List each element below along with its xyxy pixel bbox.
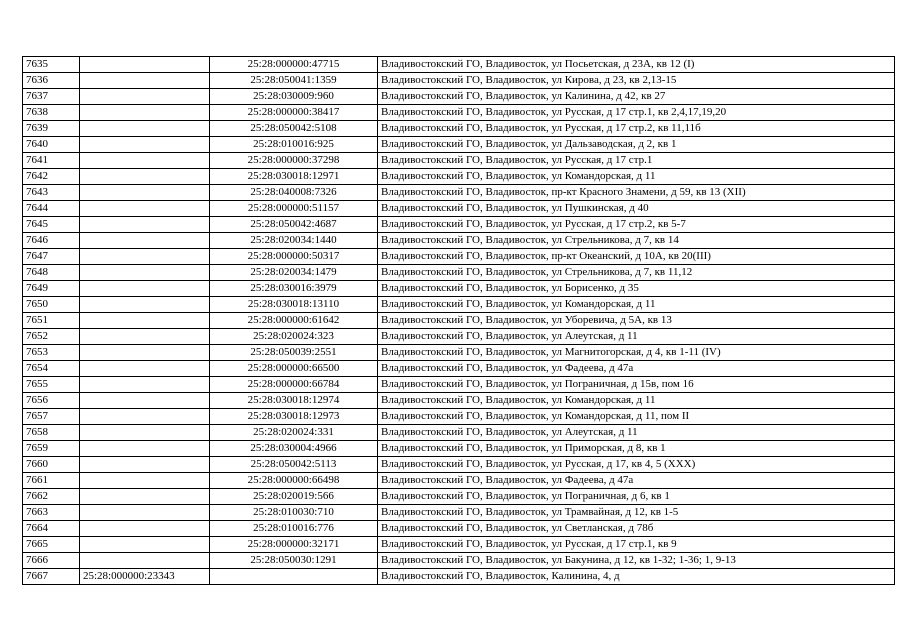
cadastral-number-cell: 25:28:000000:66784: [210, 377, 378, 393]
row-number-cell: 7665: [23, 537, 80, 553]
row-number-cell: 7635: [23, 57, 80, 73]
row-number-cell: 7638: [23, 105, 80, 121]
cadastral-number-left-cell: [80, 361, 210, 377]
cadastral-number-cell: 25:28:020024:331: [210, 425, 378, 441]
row-number-cell: 7647: [23, 249, 80, 265]
address-cell: Владивостокский ГО, Владивосток, ул Пушкинская, д 40: [378, 201, 895, 217]
cadastral-number-left-cell: [80, 57, 210, 73]
table-row: [23, 57, 895, 73]
cadastral-number-left-cell: [80, 377, 210, 393]
address-cell: Владивостокский ГО, Владивосток, ул Трамвайная, д 12, кв 1-5: [378, 505, 895, 521]
cadastral-number-left-cell: [80, 345, 210, 361]
address-cell: Владивостокский ГО, Владивосток, ул Уборевича, д 5А, кв 13: [378, 313, 895, 329]
address-cell: Владивостокский ГО, Владивосток, Калинина, 4, д: [378, 569, 895, 585]
cadastral-number-cell: 25:28:040008:7326: [210, 185, 378, 201]
row-number-cell: 7661: [23, 473, 80, 489]
cadastral-number-cell: 25:28:030018:12971: [210, 169, 378, 185]
cadastral-number-cell: 25:28:010016:776: [210, 521, 378, 537]
cadastral-number-left-cell: [80, 553, 210, 569]
cadastral-number-cell: 25:28:050030:1291: [210, 553, 378, 569]
table-row: [23, 313, 895, 329]
row-number-cell: 7643: [23, 185, 80, 201]
cadastral-number-cell: 25:28:000000:38417: [210, 105, 378, 121]
table-row: [23, 73, 895, 89]
cadastral-number-left-cell: [80, 89, 210, 105]
cadastral-number-cell: 25:28:030018:12974: [210, 393, 378, 409]
table-row: [23, 409, 895, 425]
row-number-cell: 7663: [23, 505, 80, 521]
cadastral-number-cell: 25:28:050042:5108: [210, 121, 378, 137]
address-cell: Владивостокский ГО, Владивосток, ул Борисенко, д 35: [378, 281, 895, 297]
cadastral-number-cell: 25:28:030004:4966: [210, 441, 378, 457]
table-row: [23, 505, 895, 521]
cadastral-number-left-cell: [80, 201, 210, 217]
cadastral-number-cell: 25:28:010016:925: [210, 137, 378, 153]
table-row: [23, 121, 895, 137]
cadastral-number-left-cell: [80, 153, 210, 169]
cadastral-number-cell: 25:28:050042:4687: [210, 217, 378, 233]
cadastral-number-left-cell: [80, 185, 210, 201]
cadastral-number-cell: 25:28:000000:66498: [210, 473, 378, 489]
register-table: [22, 56, 895, 585]
address-cell: Владивостокский ГО, Владивосток, ул Русская, д 17 стр.1, кв 9: [378, 537, 895, 553]
table-row: [23, 361, 895, 377]
address-cell: Владивостокский ГО, Владивосток, ул Русская, д 17 стр.1, кв 2,4,17,19,20: [378, 105, 895, 121]
cadastral-number-cell: 25:28:030018:13110: [210, 297, 378, 313]
row-number-cell: 7656: [23, 393, 80, 409]
table-row: [23, 201, 895, 217]
row-number-cell: 7637: [23, 89, 80, 105]
address-cell: Владивостокский ГО, Владивосток, ул Фадеева, д 47а: [378, 473, 895, 489]
table-row: [23, 153, 895, 169]
row-number-cell: 7660: [23, 457, 80, 473]
table-row: [23, 393, 895, 409]
cadastral-number-left-cell: [80, 137, 210, 153]
cadastral-number-left-cell: [80, 457, 210, 473]
cadastral-number-left-cell: 25:28:000000:23343: [80, 569, 210, 585]
cadastral-number-left-cell: [80, 313, 210, 329]
cadastral-number-cell: 25:28:000000:50317: [210, 249, 378, 265]
table-row: [23, 553, 895, 569]
address-cell: Владивостокский ГО, Владивосток, ул Светланская, д 78б: [378, 521, 895, 537]
cadastral-number-left-cell: [80, 521, 210, 537]
cadastral-number-left-cell: [80, 505, 210, 521]
cadastral-number-cell: 25:28:030018:12973: [210, 409, 378, 425]
address-cell: Владивостокский ГО, Владивосток, ул Русская, д 17, кв 4, 5 (XXX): [378, 457, 895, 473]
row-number-cell: 7645: [23, 217, 80, 233]
address-cell: Владивостокский ГО, Владивосток, ул Бакунина, д 12, кв 1-32; 1-36; 1, 9-13: [378, 553, 895, 569]
address-cell: Владивостокский ГО, Владивосток, ул Дальзаводская, д 2, кв 1: [378, 137, 895, 153]
cadastral-number-left-cell: [80, 297, 210, 313]
cadastral-number-left-cell: [80, 489, 210, 505]
address-cell: Владивостокский ГО, Владивосток, ул Стрельникова, д 7, кв 14: [378, 233, 895, 249]
cadastral-number-cell: 25:28:050039:2551: [210, 345, 378, 361]
address-cell: Владивостокский ГО, Владивосток, ул Русская, д 17 стр.1: [378, 153, 895, 169]
cadastral-number-cell: 25:28:030016:3979: [210, 281, 378, 297]
address-cell: Владивостокский ГО, Владивосток, ул Алеутская, д 11: [378, 425, 895, 441]
address-cell: Владивостокский ГО, Владивосток, ул Алеутская, д 11: [378, 329, 895, 345]
row-number-cell: 7636: [23, 73, 80, 89]
cadastral-number-cell: 25:28:000000:66500: [210, 361, 378, 377]
table-row: [23, 297, 895, 313]
cadastral-number-cell: 25:28:010030:710: [210, 505, 378, 521]
cadastral-number-left-cell: [80, 73, 210, 89]
cadastral-number-left-cell: [80, 393, 210, 409]
cadastral-number-left-cell: [80, 329, 210, 345]
cadastral-number-left-cell: [80, 265, 210, 281]
cadastral-number-cell: 25:28:020034:1479: [210, 265, 378, 281]
cadastral-number-left-cell: [80, 249, 210, 265]
row-number-cell: 7648: [23, 265, 80, 281]
row-number-cell: 7658: [23, 425, 80, 441]
cadastral-number-cell: 25:28:050041:1359: [210, 73, 378, 89]
table-row: [23, 105, 895, 121]
cadastral-number-left-cell: [80, 233, 210, 249]
row-number-cell: 7639: [23, 121, 80, 137]
table-row: [23, 329, 895, 345]
row-number-cell: 7667: [23, 569, 80, 585]
cadastral-number-left-cell: [80, 121, 210, 137]
row-number-cell: 7662: [23, 489, 80, 505]
row-number-cell: 7655: [23, 377, 80, 393]
cadastral-number-left-cell: [80, 281, 210, 297]
row-number-cell: 7654: [23, 361, 80, 377]
cadastral-number-cell: 25:28:030009:960: [210, 89, 378, 105]
cadastral-number-cell: 25:28:020019:566: [210, 489, 378, 505]
address-cell: Владивостокский ГО, Владивосток, ул Фадеева, д 47а: [378, 361, 895, 377]
row-number-cell: 7641: [23, 153, 80, 169]
table-row: [23, 537, 895, 553]
table-row: [23, 265, 895, 281]
address-cell: Владивостокский ГО, Владивосток, ул Приморская, д 8, кв 1: [378, 441, 895, 457]
table-row: [23, 473, 895, 489]
table-row: [23, 185, 895, 201]
table-row: [23, 425, 895, 441]
cadastral-number-left-cell: [80, 441, 210, 457]
cadastral-number-cell: 25:28:000000:32171: [210, 537, 378, 553]
cadastral-number-cell: 25:28:020024:323: [210, 329, 378, 345]
cadastral-number-cell: 25:28:020034:1440: [210, 233, 378, 249]
cadastral-number-left-cell: [80, 217, 210, 233]
table-row: [23, 281, 895, 297]
table-row: [23, 377, 895, 393]
table-row: [23, 521, 895, 537]
row-number-cell: 7664: [23, 521, 80, 537]
cadastral-number-left-cell: [80, 537, 210, 553]
row-number-cell: 7644: [23, 201, 80, 217]
address-cell: Владивостокский ГО, Владивосток, ул Командорская, д 11, пом II: [378, 409, 895, 425]
cadastral-number-cell: 25:28:000000:47715: [210, 57, 378, 73]
table-row: [23, 89, 895, 105]
address-cell: Владивостокский ГО, Владивосток, ул Русская, д 17 стр.2, кв 5-7: [378, 217, 895, 233]
row-number-cell: 7653: [23, 345, 80, 361]
row-number-cell: 7659: [23, 441, 80, 457]
address-cell: Владивостокский ГО, Владивосток, ул Русская, д 17 стр.2, кв 11,11б: [378, 121, 895, 137]
address-cell: Владивостокский ГО, Владивосток, ул Магнитогорская, д 4, кв 1-11 (IV): [378, 345, 895, 361]
cadastral-number-cell: 25:28:000000:37298: [210, 153, 378, 169]
table-row: [23, 233, 895, 249]
table-row: [23, 345, 895, 361]
table-row: [23, 441, 895, 457]
row-number-cell: 7657: [23, 409, 80, 425]
address-cell: Владивостокский ГО, Владивосток, пр-кт Океанский, д 10А, кв 20(III): [378, 249, 895, 265]
address-cell: Владивостокский ГО, Владивосток, ул Кирова, д 23, кв 2,13-15: [378, 73, 895, 89]
table-row: [23, 217, 895, 233]
address-cell: Владивостокский ГО, Владивосток, ул Командорская, д 11: [378, 393, 895, 409]
address-cell: Владивостокский ГО, Владивосток, ул Командорская, д 11: [378, 169, 895, 185]
cadastral-number-cell: 25:28:000000:61642: [210, 313, 378, 329]
row-number-cell: 7666: [23, 553, 80, 569]
address-cell: Владивостокский ГО, Владивосток, ул Посьетская, д 23А, кв 12 (I): [378, 57, 895, 73]
address-cell: Владивостокский ГО, Владивосток, ул Пограничная, д 15в, пом 16: [378, 377, 895, 393]
row-number-cell: 7649: [23, 281, 80, 297]
row-number-cell: 7640: [23, 137, 80, 153]
cadastral-number-left-cell: [80, 425, 210, 441]
cadastral-number-cell: 25:28:000000:51157: [210, 201, 378, 217]
table-row: [23, 457, 895, 473]
table-row: [23, 137, 895, 153]
cadastral-number-left-cell: [80, 409, 210, 425]
address-cell: Владивостокский ГО, Владивосток, ул Стрельникова, д 7, кв 11,12: [378, 265, 895, 281]
cadastral-number-cell: [210, 569, 378, 585]
row-number-cell: 7646: [23, 233, 80, 249]
table-row: [23, 249, 895, 265]
row-number-cell: 7652: [23, 329, 80, 345]
address-cell: Владивостокский ГО, Владивосток, ул Пограничная, д 6, кв 1: [378, 489, 895, 505]
table-row: [23, 169, 895, 185]
register-body: [23, 57, 895, 585]
row-number-cell: 7642: [23, 169, 80, 185]
table-row: [23, 569, 895, 585]
cadastral-number-left-cell: [80, 169, 210, 185]
cadastral-number-left-cell: [80, 473, 210, 489]
address-cell: Владивостокский ГО, Владивосток, пр-кт Красного Знамени, д 59, кв 13 (XII): [378, 185, 895, 201]
row-number-cell: 7651: [23, 313, 80, 329]
table-row: [23, 489, 895, 505]
cadastral-number-left-cell: [80, 105, 210, 121]
address-cell: Владивостокский ГО, Владивосток, ул Командорская, д 11: [378, 297, 895, 313]
cadastral-number-cell: 25:28:050042:5113: [210, 457, 378, 473]
address-cell: Владивостокский ГО, Владивосток, ул Калинина, д 42, кв 27: [378, 89, 895, 105]
row-number-cell: 7650: [23, 297, 80, 313]
